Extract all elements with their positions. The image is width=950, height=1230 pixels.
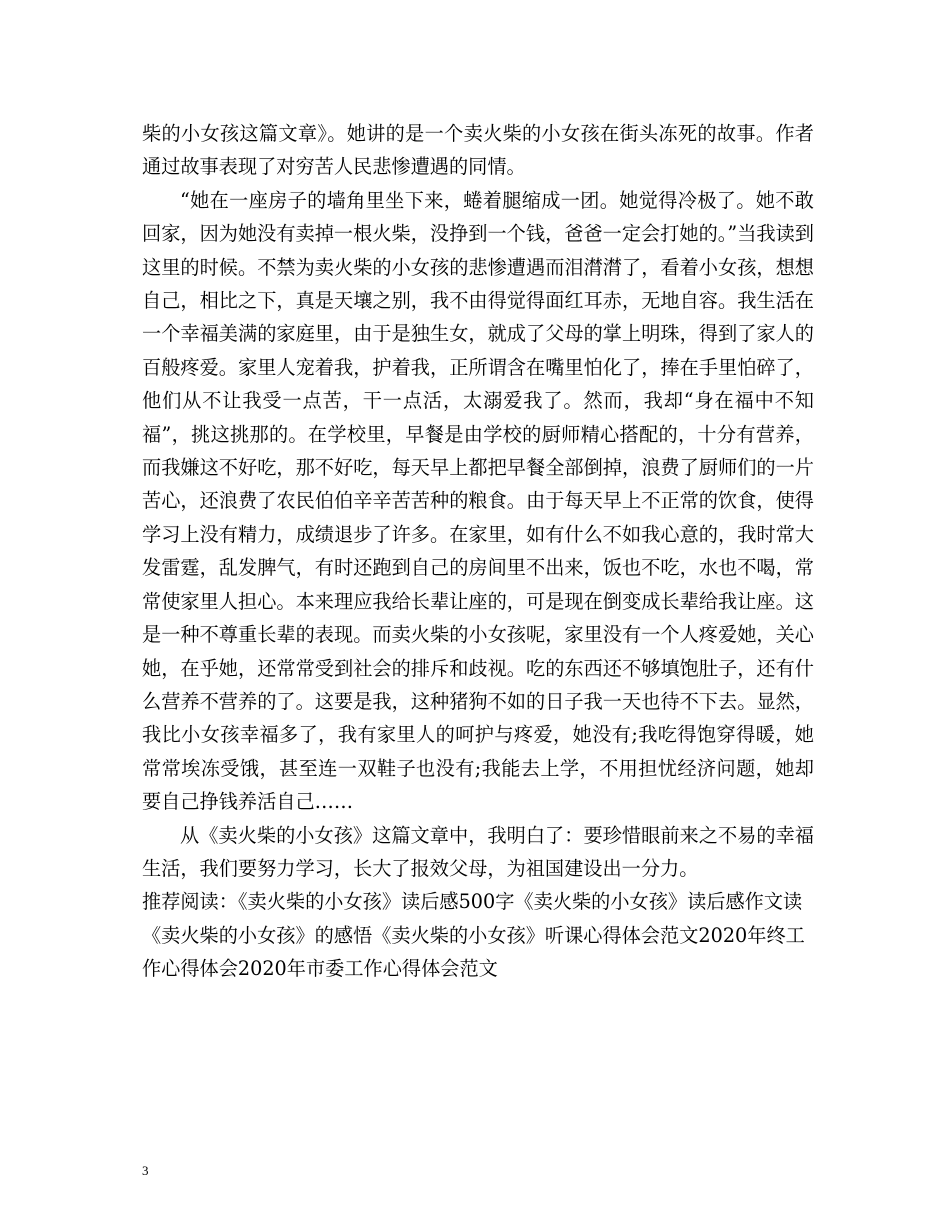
recommended-reading: 推荐阅读：《卖火柴的小女孩》读后感500字《卖火柴的小女孩》读后感作文读《卖火柴的小女孩》的感悟《卖火柴的小女孩》听课心得体会范文2020年终工作心得体会2020年市委工作心得体会范文 [142, 890, 805, 981]
paragraph-3: 从《卖火柴的小女孩》这篇文章中，我明白了：要珍惜眼前来之不易的幸福生活，我们要努力学习，长大了报效父母，为祖国建设出一分力。 [142, 823, 814, 880]
page-number: 3 [142, 1163, 149, 1178]
paragraph-1: 柴的小女孩这篇文章》。她讲的是一个卖火柴的小女孩在街头冻死的故事。作者通过故事表现了对穷苦人民悲惨遭遇的同情。 [142, 122, 814, 179]
paragraph-2: “她在一座房子的墙角里坐下来，蜷着腿缩成一团。她觉得冷极了。她不敢回家，因为她没有卖掉一根火柴，没挣到一个钱，爸爸一定会打她的。”当我读到这里的时候。不禁为卖火柴的小女孩的悲惨遭遇而泪潸潸了，看着小女孩，想想自己，相比之下，真是天壤之别，我不由得觉得面红耳赤，无地自容。我生活在一个幸福美满的家庭里，由于是独生女，就成了父母的掌上明珠，得到了家人的百般疼爱。家里人宠着我，护着我，正所谓含在嘴里怕化了，捧在手里怕碎了，他们从不让我受一点苦，干一点活，太溺爱我了。然而，我却“身在福中不知福”，挑这挑那的。在学校里，早餐是由学校的厨师精心搭配的，十分有营养，而我嫌这不好吃，那不好吃，每天早上都把早餐全部倒掉，浪费了厨师们的一片苦心，还浪费了农民伯伯辛辛苦苦种的粮食。由于每天早上不正常的饮食，使得学习上没有精力，成绩退步了许多。在家里，如有什么不如我心意的，我时常大发雷霆，乱发脾气，有时还跑到自己的房间里不出来，饭也不吃，水也不喝，常常使家里人担心。本来理应我给长辈让座的，可是现在倒变成长辈给我让座。这是一种不尊重长辈的表现。而卖火柴的小女孩呢，家里没有一个人疼爱她，关心她，在乎她，还常常受到社会的排斥和歧视。吃的东西还不够填饱肚子，还有什么营养不营养的了。这要是我，这种猪狗不如的日子我一天也待不下去。显然，我比小女孩幸福多了，我有家里人的呵护与疼爱，她没有;我吃得饱穿得暖，她常常埃冻受饿，甚至连一双鞋子也没有;我能去上学，不用担忧经济问题，她却要自己挣钱养活自己…… [142, 188, 814, 814]
body-text [142, 117, 814, 986]
